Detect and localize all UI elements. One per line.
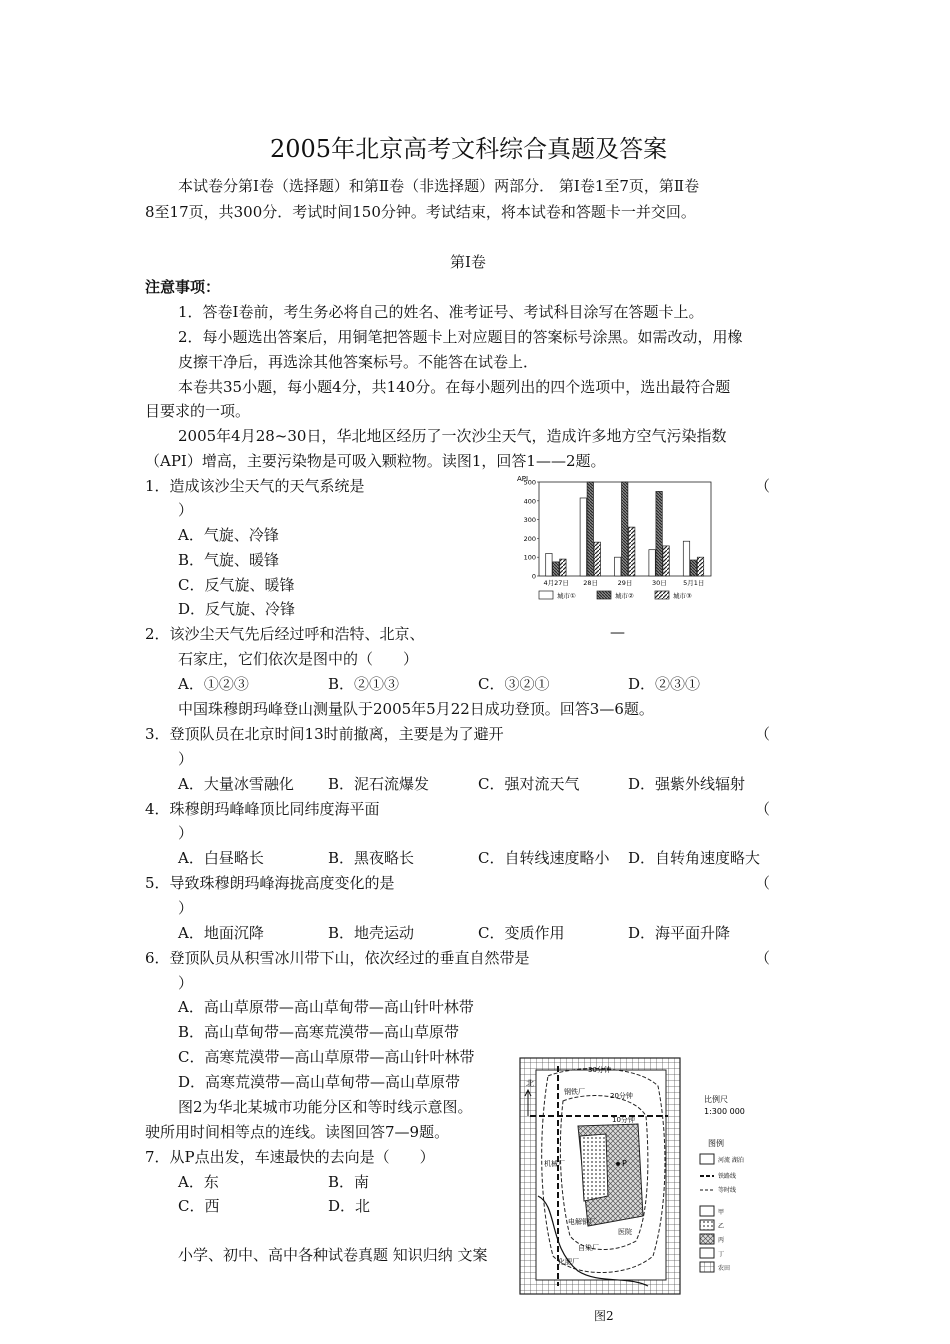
legend-label-isochrone: 等时线 bbox=[718, 1187, 737, 1194]
q3-option-b: B．泥石流爆发 bbox=[328, 775, 430, 793]
q5-stem: 5．导致珠穆朗玛峰海拢高度变化的是 bbox=[145, 874, 395, 892]
passage-1-line-1: 2005年4月28~30日，华北地区经历了一次沙尘天气，造成许多地方空气污染指数 bbox=[178, 427, 727, 445]
q4-option-a: A．白昼略长 bbox=[178, 849, 264, 867]
legend-label-ding: 丁 bbox=[718, 1251, 725, 1258]
q6-stem: 6．登顶队员从积雪冰川带下山，依次经过的垂直自然带是 bbox=[145, 949, 530, 967]
chart-bar bbox=[649, 550, 655, 576]
legend-swatch-river bbox=[700, 1154, 714, 1164]
q6-paren-open: （ bbox=[755, 949, 771, 967]
q1-stem: 1．造成该沙尘天气的天气系统是 bbox=[145, 477, 365, 495]
chart-legend-swatch bbox=[597, 591, 611, 599]
q7-stem: 7．从P点出发，车速最快的去向是（ ） bbox=[145, 1148, 435, 1166]
section-title: 第Ⅰ卷 bbox=[450, 253, 486, 271]
chart-bar bbox=[656, 491, 662, 576]
q7-option-b: B．南 bbox=[328, 1173, 370, 1191]
q2-option-b: B．②①③ bbox=[328, 675, 400, 693]
chart-y-tick-label: 0 bbox=[531, 572, 536, 581]
chart-bar bbox=[553, 562, 559, 576]
chart-x-tick-label: 30日 bbox=[652, 579, 667, 587]
legend-swatch-ding bbox=[700, 1248, 714, 1258]
legend-swatch-farmland bbox=[700, 1262, 714, 1272]
chart-bar bbox=[587, 482, 593, 576]
place-steel: 钢铁厂 bbox=[564, 1088, 585, 1096]
place-machinery: 机械厂 bbox=[544, 1160, 565, 1168]
notice-summary-line-2: 目要求的一项。 bbox=[145, 402, 251, 420]
q2-dash: — bbox=[610, 623, 625, 641]
q2-stem-line-1: 2．该沙尘天气先后经过呼和浩特、北京、 bbox=[145, 625, 425, 643]
chart-y-tick-label: 200 bbox=[523, 534, 536, 543]
q1-paren-open: （ bbox=[755, 477, 771, 495]
q3-paren-close: ） bbox=[178, 750, 194, 768]
q5-option-b: B．地壳运动 bbox=[328, 924, 415, 942]
q7-option-a: A．东 bbox=[178, 1173, 219, 1191]
chart-x-tick-label: 29日 bbox=[617, 579, 633, 587]
point-p-marker bbox=[616, 1162, 620, 1166]
q3-paren-open: （ bbox=[755, 725, 771, 743]
legend-label-jia: 甲 bbox=[718, 1209, 725, 1216]
legend-title: 图例 bbox=[708, 1139, 724, 1148]
chart-legend-label: 城市② bbox=[615, 592, 634, 600]
chart-y-tick-label: 100 bbox=[523, 553, 536, 562]
chart-bar bbox=[697, 557, 703, 576]
chart-bar bbox=[594, 542, 600, 576]
chart-bar bbox=[560, 559, 566, 576]
legend-label-railway: 铁路线 bbox=[718, 1173, 737, 1180]
chart-legend-swatch bbox=[539, 591, 553, 599]
chart-bar bbox=[546, 553, 552, 576]
q5-option-c: C．变质作用 bbox=[478, 924, 565, 942]
footer-text: 小学、初中、高中各种试卷真题 知识归纳 文案 bbox=[178, 1246, 488, 1264]
isochrone-10-label: 10分钟 bbox=[612, 1116, 635, 1124]
legend-label-farmland: 农田 bbox=[718, 1265, 731, 1272]
notice-item-1: 1．答卷Ⅰ卷前，考生务必将自己的姓名、准考证号、考试科目涂写在答题卡上。 bbox=[178, 303, 704, 321]
chart-legend-swatch bbox=[655, 591, 669, 599]
legend-swatch-yi bbox=[700, 1220, 714, 1230]
intro-line-1: 本试卷分第Ⅰ卷（选择题）和第Ⅱ卷（非选择题）两部分． 第Ⅰ卷1至7页，第Ⅱ卷 bbox=[178, 177, 700, 195]
q4-option-b: B．黑夜略长 bbox=[328, 849, 415, 867]
isochrone-30-label: 30分钟 bbox=[588, 1066, 611, 1074]
q3-option-a: A．大量冰雪融化 bbox=[178, 775, 294, 793]
q4-option-c: C．自转线速度略小 bbox=[478, 849, 610, 867]
q2-stem-line-2: 石家庄，它们依次是图中的（ ） bbox=[178, 650, 419, 668]
q6-paren-close: ） bbox=[178, 974, 194, 992]
q3-option-d: D．强紫外线辐射 bbox=[628, 775, 746, 793]
q5-paren-close: ） bbox=[178, 899, 194, 917]
passage-3-line-1: 图2为华北某城市功能分区和等时线示意图。 bbox=[178, 1098, 473, 1116]
passage-2: 中国珠穆朗玛峰登山测量队于2005年5月22日成功登顶。回答3—6题。 bbox=[178, 700, 654, 718]
chart-x-tick-label: 4月27日 bbox=[543, 579, 569, 587]
chart-y-tick-label: 400 bbox=[523, 497, 536, 506]
q5-option-d: D．海平面升降 bbox=[628, 924, 731, 942]
q1-paren-close: ） bbox=[178, 501, 194, 519]
legend-label-yi: 乙 bbox=[718, 1223, 725, 1230]
q6-option-b: B．高山草甸带—高寒荒漠带—高山草原带 bbox=[178, 1023, 460, 1041]
legend-label-bing: 丙 bbox=[718, 1237, 725, 1244]
notice-heading: 注意事项： bbox=[145, 278, 221, 296]
q2-option-c: C．③②① bbox=[478, 675, 550, 693]
zone-residential bbox=[580, 1134, 608, 1201]
point-p-label: P bbox=[622, 1159, 627, 1168]
place-copper: 电解铜厂 bbox=[568, 1218, 596, 1226]
chart-x-tick-label: 5月1日 bbox=[683, 579, 705, 587]
chart-bar bbox=[622, 482, 628, 576]
notice-item-2-line-2: 皮擦干净后，再选涂其他答案标号。不能答在试卷上． bbox=[178, 353, 539, 371]
chart-bar bbox=[683, 541, 689, 576]
q5-paren-open: （ bbox=[755, 874, 771, 892]
north-arrow-label: 北 bbox=[526, 1079, 534, 1088]
q1-option-a: A．气旋、冷锋 bbox=[178, 526, 279, 544]
figure-2-caption: 图2 bbox=[594, 1309, 614, 1323]
place-hospital: 医院 bbox=[618, 1228, 632, 1236]
chart-legend-label: 城市① bbox=[557, 592, 576, 600]
q1-option-b: B．气旋、暖锋 bbox=[178, 551, 280, 569]
q4-option-d: D．自转角速度略大 bbox=[628, 849, 761, 867]
scale-label: 比例尺 bbox=[704, 1095, 728, 1104]
notice-summary-line-1: 本卷共35小题，每小题4分，共140分。在每小题列出的四个选项中，选出最符合题 bbox=[178, 378, 731, 396]
q6-option-d: D．高寒荒漠带—高山草甸带—高山草原带 bbox=[178, 1073, 461, 1091]
chart-bar bbox=[615, 557, 621, 576]
legend-label-river: 河流 湖泊 bbox=[718, 1157, 744, 1164]
q5-option-a: A．地面沉降 bbox=[178, 924, 264, 942]
chart-y-tick-label: 500 bbox=[523, 478, 536, 487]
place-fertilizer: 化肥厂 bbox=[558, 1258, 579, 1266]
chart-bar bbox=[580, 498, 586, 576]
notice-item-2-line-1: 2．每小题选出答案后，用铜笔把答题卡上对应题目的答案标号涂黑。如需改动，用橡 bbox=[178, 328, 743, 346]
q6-option-c: C．高寒荒漠带—高山草原带—高山针叶林带 bbox=[178, 1048, 475, 1066]
q3-option-c: C．强对流天气 bbox=[478, 775, 580, 793]
q3-stem: 3．登顶队员在北京时间13时前撤离，主要是为了避开 bbox=[145, 725, 504, 743]
legend-swatch-bing bbox=[700, 1234, 714, 1244]
chart-bar bbox=[663, 546, 669, 576]
q7-option-d: D．北 bbox=[328, 1197, 371, 1215]
passage-3-line-2: 驶所用时间相等点的连线。读图回答7—9题。 bbox=[145, 1123, 450, 1141]
q4-paren-open: （ bbox=[755, 800, 771, 818]
figure-1-api-chart bbox=[515, 474, 715, 604]
isochrone-20-label: 20分钟 bbox=[610, 1092, 633, 1100]
scale-value: 1:300 000 bbox=[704, 1107, 745, 1116]
q1-option-c: C．反气旋、暖锋 bbox=[178, 576, 295, 594]
place-dye: 自染厂 bbox=[578, 1244, 599, 1252]
q1-option-d: D．反气旋、冷锋 bbox=[178, 600, 296, 618]
chart-y-tick-label: 300 bbox=[523, 516, 536, 525]
legend-swatch-jia bbox=[700, 1206, 714, 1216]
q6-option-a: A．高山草原带—高山草甸带—高山针叶林带 bbox=[178, 998, 474, 1016]
figure-2-city-map bbox=[518, 1056, 808, 1296]
q4-paren-close: ） bbox=[178, 824, 194, 842]
page-title: 2005年北京高考文科综合真题及答案 bbox=[270, 135, 668, 163]
q2-option-d: D．②③① bbox=[628, 675, 701, 693]
chart-y-axis-label: API bbox=[517, 475, 529, 483]
q4-stem: 4．珠穆朗玛峰峰顶比同纬度海平面 bbox=[145, 800, 380, 818]
q2-option-a: A．①②③ bbox=[178, 675, 249, 693]
intro-line-2: 8至17页，共300分．考试时间150分钟。考试结束，将本试卷和答题卡一并交回。 bbox=[145, 203, 696, 221]
q7-option-c: C．西 bbox=[178, 1197, 220, 1215]
chart-x-tick-label: 28日 bbox=[583, 579, 598, 587]
chart-bar bbox=[629, 527, 635, 576]
chart-bar bbox=[690, 560, 696, 576]
chart-legend-label: 城市③ bbox=[673, 592, 692, 600]
passage-1-line-2: （API）增高，主要污染物是可吸入颗粒物。读图1，回答1——2题。 bbox=[145, 452, 606, 470]
